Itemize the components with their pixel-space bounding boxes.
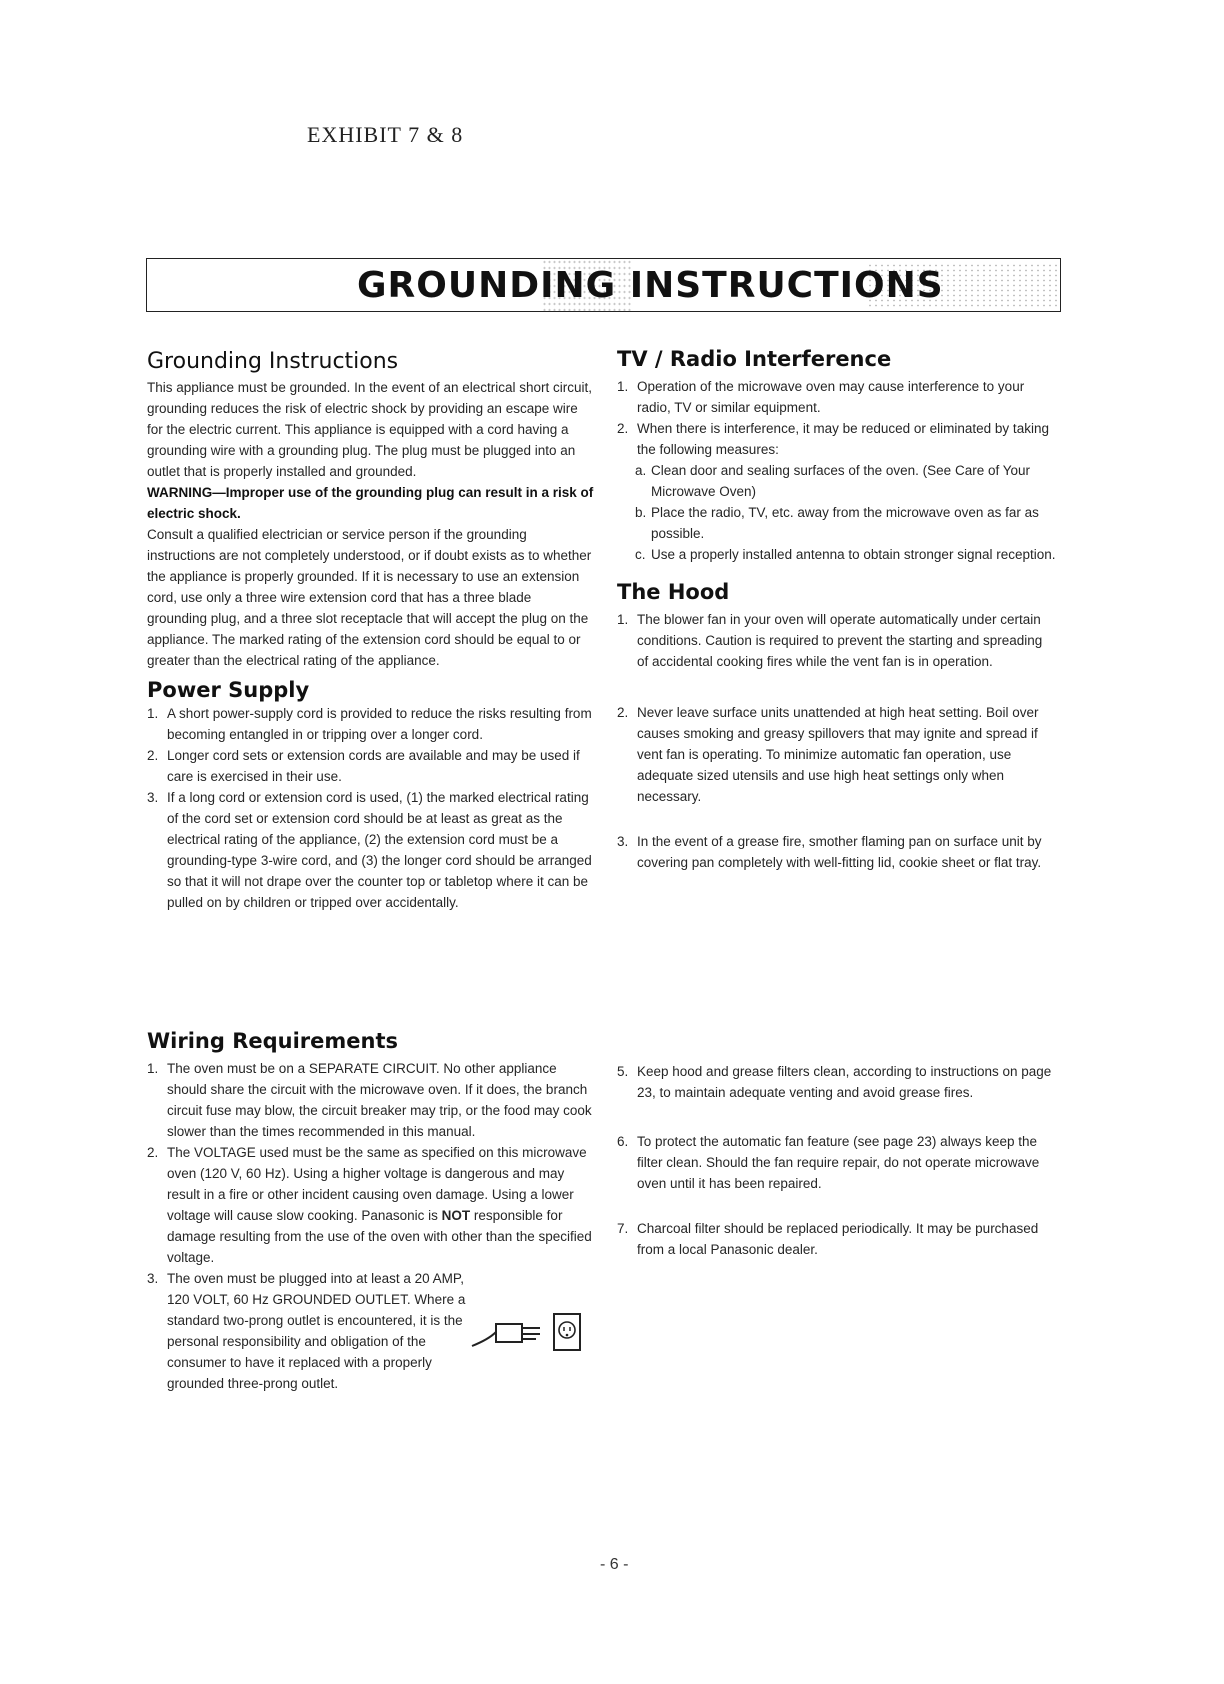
list-item: 2. The VOLTAGE used must be the same as specified on this microwave oven (120 V, 60 Hz). Using a higher voltage is dangerous and may result in a fire or other incident causing oven damage. Using a lower voltage will cause slow cooking. Panasonic is NOT responsible for damage resulting from the use of the oven with other than the specified voltage.: [147, 1145, 592, 1265]
list-item: 7. Charcoal filter should be replaced periodically. It may be purchased from a local Panasonic dealer.: [617, 1221, 1039, 1257]
list-subitem: a. Clean door and sealing surfaces of the oven. (See Care of Your Microwave Oven): [635, 463, 1030, 499]
banner-title: GROUNDING INSTRUCTIONS: [357, 265, 944, 306]
list-item: 3. In the event of a grease fire, smother flaming pan on surface unit by covering pan completely with well-fitting lid, cookie sheet or flat tray.: [617, 834, 1042, 870]
list-item: 6. To protect the automatic fan feature (see page 23) always keep the filter clean. Should the fan require repair, do not operate microwave oven until it has been repaired.: [617, 1134, 1040, 1191]
tv-list: [617, 376, 1057, 565]
exhibit-label: EXHIBIT 7 & 8: [307, 122, 464, 147]
list-item: 1. The blower fan in your oven will operate automatically under certain conditions. Caution is required to prevent the starting and spreading of accidental cooking fires while the vent fan is in operation.: [617, 612, 1043, 669]
list-item: 2. Never leave surface units unattended at high heat setting. Boil over causes smoking and greasy spillovers that may ignite and spread if vent fan is operating. To minimize automatic fan operation, use adequate sized utensils and use high heat settings only when necessary.: [617, 705, 1039, 804]
grounding-paragraph-1: This appliance must be grounded. In the event of an electrical short circuit, grounding reduces the risk of electric shock by providing an escape wire for the electric current. This appliance is equipped with a cord having a grounding wire with a grounding plug. The plug must be plugged into an outlet that is properly installed and grounded.: [147, 380, 592, 479]
list-item: 3. If a long cord or extension cord is used, (1) the marked electrical rating of the cord set or extension cord should be at least as great as the electrical rating of the appliance, (2) the extension cord must be a grounding-type 3-wire cord, and (3) the longer cord should be arranged so that it will not drape over the counter top or tabletop where it can be pulled on by children or tripped over accidentally.: [147, 790, 592, 910]
hood-list-continued: [617, 1061, 1057, 1260]
list-item: 2. Longer cord sets or extension cords are available and may be used if care is exercised in their use.: [147, 748, 580, 784]
right-column: [617, 346, 1057, 873]
list-item: 1. Operation of the microwave oven may cause interference to your radio, TV or similar equipment.: [617, 379, 1025, 415]
section-title-hood: The Hood: [617, 580, 730, 604]
right-column-lower: [617, 1061, 1057, 1260]
power-list: [147, 703, 595, 913]
section-title-power: Power Supply: [147, 678, 310, 702]
title-banner: [146, 258, 1061, 312]
plug-outlet-icon: [470, 1308, 590, 1356]
list-item: 5. Keep hood and grease filters clean, according to instructions on page 23, to maintain adequate venting and avoid grease fires.: [617, 1064, 1052, 1100]
section-title-grounding: Grounding Instructions: [147, 349, 399, 374]
list-item: 2. When there is interference, it may be reduced or eliminated by taking the following measures:: [617, 421, 1049, 457]
left-column: [147, 349, 595, 913]
list-item: 1. A short power-supply cord is provided to reduce the risks resulting from becoming entangled in or tripping over a longer cord.: [147, 706, 592, 742]
list-item: 3. The oven must be plugged into at least a 20 AMP, 120 VOLT, 60 Hz GROUNDED OUTLET. Where a standard two-prong outlet is encountered, it is the personal responsibility and obligation of the consumer to have it replaced with a properly grounded three-prong outlet.: [147, 1271, 466, 1391]
list-item: 1. The oven must be on a SEPARATE CIRCUIT. No other appliance should share the circuit with the microwave oven. If it does, the branch circuit fuse may blow, the circuit breaker may trip, or the food may cook slower than the times recommended in this manual.: [147, 1061, 592, 1139]
grounding-paragraph-2: Consult a qualified electrician or service person if the grounding instructions are not completely understood, or if doubt exists as to whether the appliance is properly grounded. If it is necessary to use an extension cord, use only a three wire extension cord that has a three blade grounding plug, and a three slot receptacle that will accept the plug on the appliance. The marked rating of the extension cord should be equal to or greater than the electrical rating of the appliance.: [147, 527, 592, 668]
list-subitem: b. Place the radio, TV, etc. away from the microwave oven as far as possible.: [635, 505, 1039, 541]
list-subitem: c. Use a properly installed antenna to obtain stronger signal reception.: [635, 547, 1056, 562]
section-title-tv-radio: TV / Radio Interference: [617, 347, 892, 371]
grounding-warning: WARNING—Improper use of the grounding plug can result in a risk of electric shock.: [147, 485, 594, 521]
section-title-wiring: Wiring Requirements: [147, 1029, 399, 1053]
page-number: - 6 -: [600, 1556, 629, 1573]
hood-list: [617, 609, 1057, 873]
